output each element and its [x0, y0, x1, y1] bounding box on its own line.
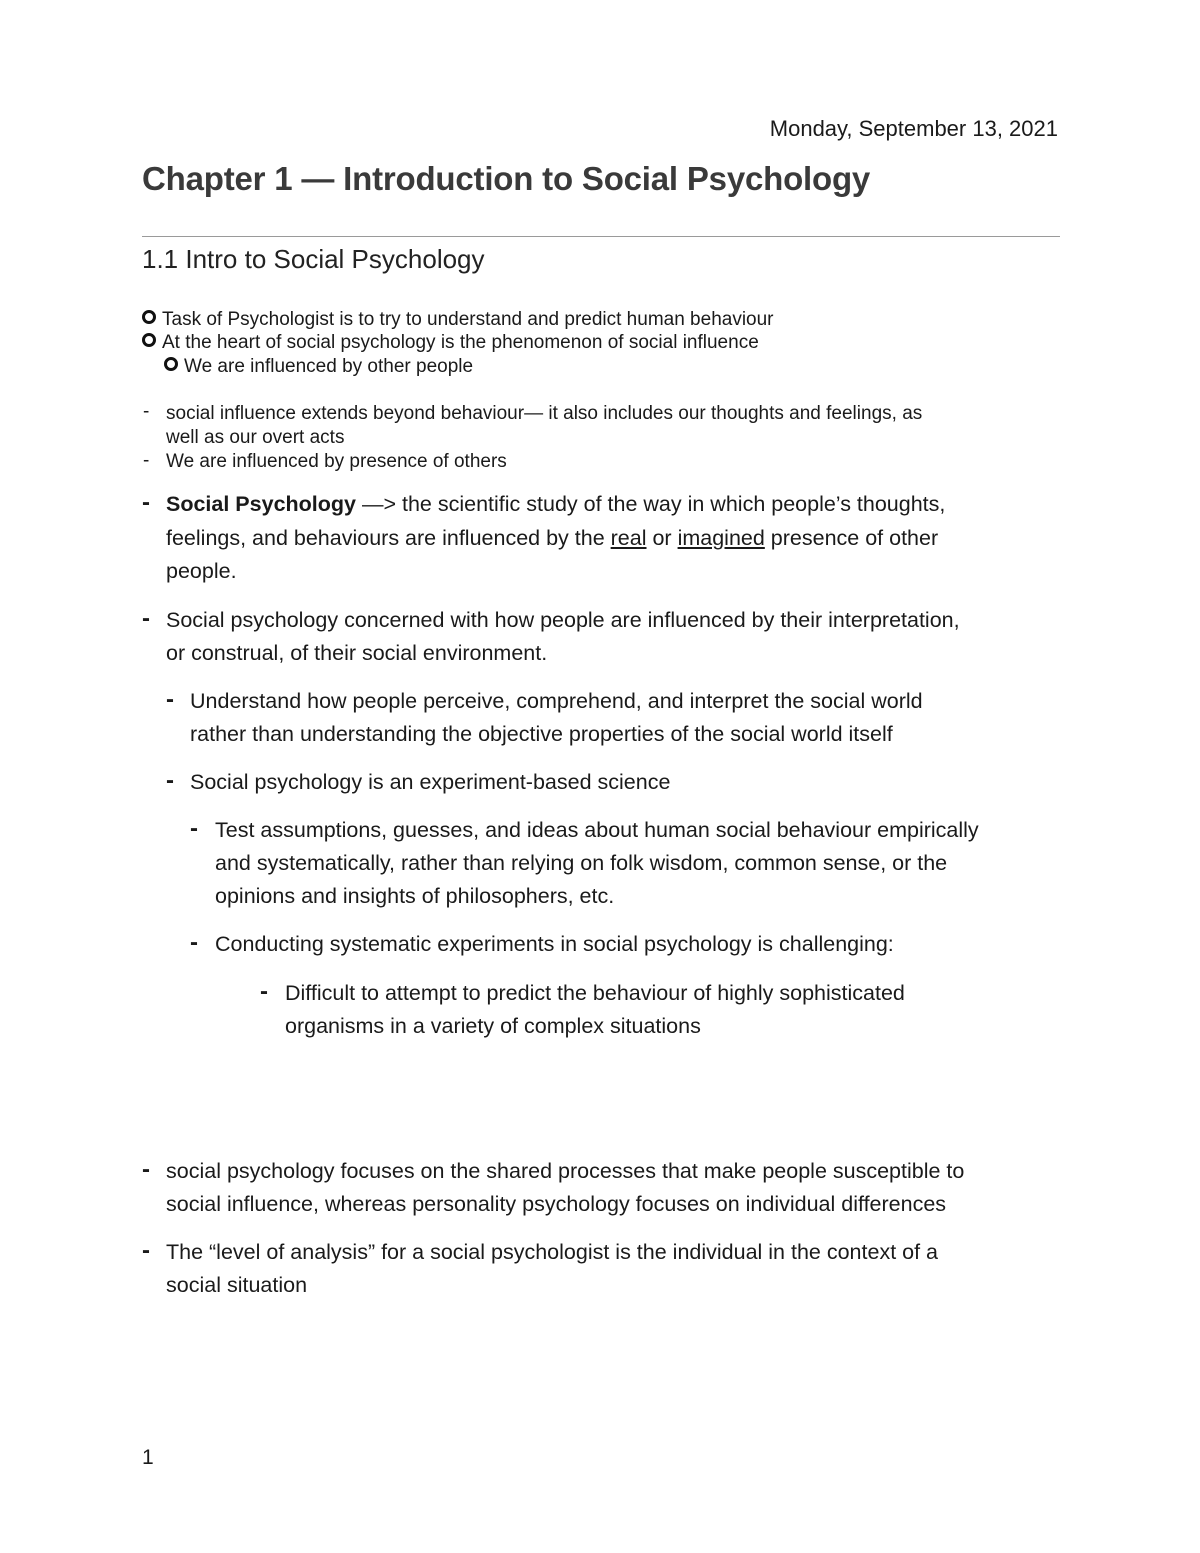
chapter-title: Chapter 1 — Introduction to Social Psychology	[142, 160, 871, 197]
list-item-text: Social psychology concerned with how people are influenced by their interpretation,	[166, 608, 960, 632]
definition-text: —> the scientific study of the way in which people’s thoughts,	[355, 492, 946, 516]
dash-bullet-icon: -	[166, 686, 174, 713]
dash-bullet-icon: -	[142, 1237, 150, 1264]
list-item-text: social psychology focuses on the shared processes that make people susceptible to	[166, 1159, 965, 1183]
list-item-text: rather than understanding the objective properties of the social world itself	[190, 722, 893, 746]
list-item-text: organisms in a variety of complex situations	[285, 1014, 701, 1038]
dash-bullet-icon: -	[143, 401, 150, 422]
list-item-text: Difficult to attempt to predict the behaviour of highly sophisticated	[285, 981, 905, 1005]
list-item-text: Understand how people perceive, comprehend, and interpret the social world	[190, 689, 923, 713]
dash-bullet-icon: -	[260, 978, 268, 1005]
list-item-text: or construal, of their social environment.	[166, 641, 548, 665]
definition-term: Social Psychology	[166, 492, 356, 516]
list-item-text: Test assumptions, guesses, and ideas about human social behaviour empirically	[215, 818, 979, 842]
bullet-text: Task of Psychologist is to try to understand and predict human behaviour	[162, 309, 774, 330]
list-item-text: social influence, whereas personality psychology focuses on individual differences	[166, 1192, 947, 1216]
list-item-text: well as our overt acts	[166, 427, 345, 448]
document-date: Monday, September 13, 2021	[769, 116, 1058, 141]
list-item-text: opinions and insights of philosophers, etc.	[215, 884, 615, 908]
circle-bullet-icon	[142, 310, 156, 324]
list-item-text: The “level of analysis” for a social psychologist is the individual in the context of a	[166, 1240, 939, 1264]
definition-line	[166, 526, 938, 551]
list-item-text: and systematically, rather than relying on folk wisdom, common sense, or the	[215, 851, 948, 875]
dash-bullet-icon: -	[142, 1156, 150, 1183]
list-item-text: We are influenced by presence of others	[166, 451, 507, 472]
list-item-text: Social psychology is an experiment-based science	[190, 770, 671, 794]
definition-line	[166, 492, 945, 517]
circle-bullet-item	[142, 332, 759, 354]
list-item-text: social influence extends beyond behaviour— it also includes our thoughts and feelings, as	[166, 403, 923, 424]
bullet-text: At the heart of social psychology is the phenomenon of social influence	[162, 332, 759, 353]
title-divider	[142, 236, 1060, 237]
list-item-text: social situation	[166, 1273, 308, 1297]
section-title: 1.1 Intro to Social Psychology	[142, 244, 485, 274]
dash-bullet-icon: -	[166, 767, 174, 794]
definition-text: feelings, and behaviours are influenced by the	[166, 526, 611, 550]
list-item-text: Conducting systematic experiments in social psychology is challenging:	[215, 932, 894, 956]
definition-text: presence of other	[764, 526, 939, 550]
bullet-text: We are influenced by other people	[184, 356, 474, 377]
underlined-word-imagined: imagined	[677, 526, 765, 550]
definition-text: or	[646, 526, 678, 550]
circle-bullet-icon	[164, 357, 178, 371]
underlined-word-real: real	[610, 526, 647, 550]
dash-bullet-icon: -	[190, 929, 198, 956]
dash-bullet-icon: -	[143, 450, 150, 471]
page-number: 1	[142, 1446, 154, 1469]
circle-bullet-item	[142, 309, 774, 331]
circle-bullet-icon	[142, 333, 156, 347]
dash-bullet-icon: -	[142, 489, 150, 516]
dash-bullet-icon: -	[142, 605, 150, 632]
definition-line: people.	[166, 559, 237, 583]
circle-bullet-item-nested	[164, 356, 473, 378]
dash-bullet-icon: -	[190, 815, 198, 842]
